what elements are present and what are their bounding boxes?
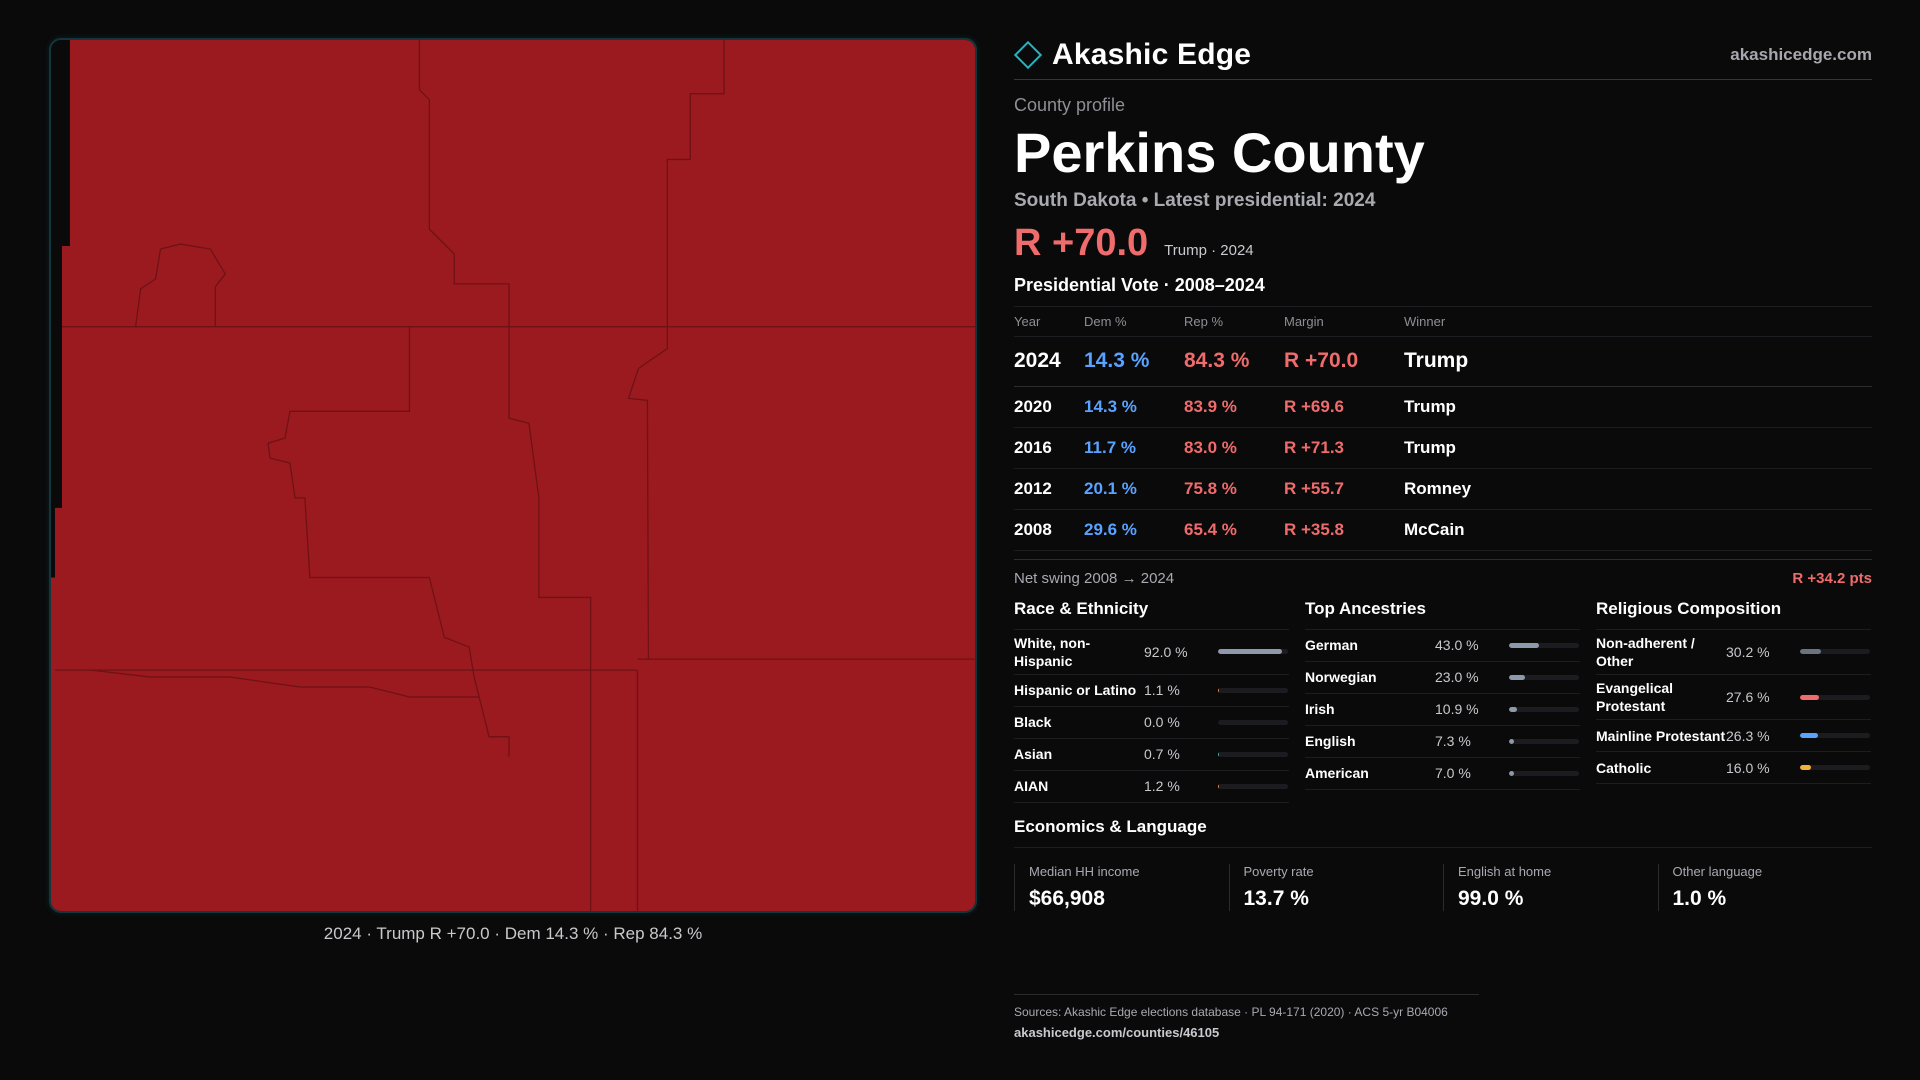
econ-stat (1229, 864, 1444, 911)
stat-value: 0.0 % (1144, 714, 1180, 731)
econ-stat (1014, 864, 1229, 911)
swing-value: R +34.2 pts (1792, 569, 1872, 587)
row-dem: 14.3 % (1084, 386, 1184, 427)
stat-bar (1218, 649, 1288, 654)
table-row (1014, 468, 1872, 509)
footer (1014, 994, 1479, 1040)
col-year: Year (1014, 306, 1084, 336)
row-rep: 83.0 % (1184, 427, 1284, 468)
top-ancestries (1305, 599, 1580, 803)
stat-row (1305, 758, 1580, 790)
stat-bar-fill (1800, 733, 1818, 738)
row-margin: R +71.3 (1284, 427, 1404, 468)
economics-stats (1014, 864, 1872, 911)
row-rep: 84.3 % (1184, 336, 1284, 386)
table-row (1014, 336, 1872, 386)
stat-value: 7.0 % (1435, 765, 1471, 782)
row-margin: R +55.7 (1284, 468, 1404, 509)
stat-value: 0.7 % (1144, 746, 1180, 763)
demographics (1014, 599, 1872, 803)
econ-value: 1.0 % (1672, 886, 1727, 910)
row-winner: Trump (1404, 427, 1872, 468)
stat-label: AIAN (1014, 778, 1049, 795)
row-dem: 20.1 % (1084, 468, 1184, 509)
row-year: 2008 (1014, 509, 1084, 550)
econ-value: $66,908 (1029, 886, 1105, 910)
econ-label: English at home (1458, 863, 1552, 879)
row-dem: 29.6 % (1084, 509, 1184, 550)
table-row (1014, 509, 1872, 550)
page-title: Perkins County (1014, 121, 1425, 184)
stat-bar (1218, 688, 1288, 693)
diamond-outline-icon (1014, 40, 1042, 68)
row-margin: R +35.8 (1284, 509, 1404, 550)
stat-bar (1800, 649, 1870, 654)
margin-note: Trump · 2024 (1164, 241, 1254, 259)
econ-label: Poverty rate (1243, 863, 1314, 879)
swing-label: Net swing 2008 → 2024 (1014, 569, 1175, 587)
latest-margin (1014, 222, 1872, 265)
county-profile-panel (1014, 30, 1872, 911)
stat-row (1596, 675, 1871, 720)
stat-bar (1800, 695, 1870, 700)
col-rep: Rep % (1184, 306, 1284, 336)
col-margin: Margin (1284, 306, 1404, 336)
race-ethnicity (1014, 599, 1289, 803)
stat-value: 16.0 % (1726, 759, 1770, 776)
stat-value: 23.0 % (1435, 669, 1479, 686)
stat-bar (1509, 643, 1579, 648)
county-map[interactable] (49, 38, 977, 913)
row-margin: R +69.6 (1284, 386, 1404, 427)
page-subtitle: South Dakota • Latest presidential: 2024 (1014, 189, 1376, 211)
header (1014, 30, 1872, 80)
stat-bar (1218, 752, 1288, 757)
econ-label: Median HH income (1029, 863, 1140, 879)
row-rep: 65.4 % (1184, 509, 1284, 550)
row-winner: Trump (1404, 336, 1872, 386)
stat-bar (1800, 733, 1870, 738)
religion-title: Religious Composition (1596, 599, 1871, 630)
stat-label: Evangelical Protestant (1596, 679, 1674, 715)
stat-value: 1.2 % (1144, 778, 1180, 795)
stat-value: 92.0 % (1144, 643, 1188, 660)
economics-title: Economics & Language (1014, 817, 1872, 848)
sources: Sources: Akashic Edge elections database · PL 94-171 (2020) · ACS 5-yr B04006 (1014, 1005, 1448, 1019)
table-row (1014, 427, 1872, 468)
econ-value: 99.0 % (1458, 886, 1524, 910)
stat-bar-fill (1800, 649, 1821, 654)
stat-value: 1.1 % (1144, 682, 1180, 699)
row-winner: McCain (1404, 509, 1872, 550)
ancestry-title: Top Ancestries (1305, 599, 1580, 630)
row-year: 2024 (1014, 336, 1084, 386)
stat-bar-fill (1218, 784, 1219, 789)
econ-stat (1658, 864, 1873, 911)
brand[interactable] (1014, 38, 1251, 72)
stat-bar (1509, 771, 1579, 776)
race-title: Race & Ethnicity (1014, 599, 1289, 630)
stat-bar-fill (1509, 771, 1514, 776)
econ-stat (1443, 864, 1658, 911)
stat-label: Norwegian (1305, 669, 1377, 685)
stat-value: 26.3 % (1726, 727, 1770, 744)
stat-bar-fill (1218, 688, 1219, 693)
stat-bar (1800, 765, 1870, 770)
stat-row (1014, 675, 1289, 707)
votes-title: Presidential Vote · 2008–2024 (1014, 274, 1265, 295)
votes-table (1014, 306, 1872, 551)
stat-row (1596, 752, 1871, 784)
stat-row (1596, 720, 1871, 752)
stat-row (1014, 630, 1289, 675)
stat-label: Catholic (1596, 759, 1652, 776)
stat-row (1014, 771, 1289, 803)
stat-label: Mainline Protestant (1596, 727, 1726, 744)
table-row (1014, 386, 1872, 427)
county-url[interactable]: akashicedge.com/counties/46105 (1014, 1025, 1220, 1040)
stat-row (1305, 726, 1580, 758)
col-winner: Winner (1404, 306, 1872, 336)
stat-label: White, non-Hispanic (1014, 634, 1091, 669)
row-rep: 83.9 % (1184, 386, 1284, 427)
site-link[interactable]: akashicedge.com (1730, 44, 1872, 64)
stat-label: Hispanic or Latino (1014, 682, 1137, 699)
stat-bar (1509, 707, 1579, 712)
stat-row (1014, 739, 1289, 771)
stat-label: German (1305, 637, 1358, 653)
stat-label: Asian (1014, 746, 1053, 763)
stat-bar (1218, 720, 1288, 725)
stat-bar-fill (1509, 675, 1525, 680)
stat-bar-fill (1800, 765, 1811, 770)
stat-value: 10.9 % (1435, 701, 1479, 718)
row-rep: 75.8 % (1184, 468, 1284, 509)
county-shape[interactable] (51, 40, 975, 911)
row-margin: R +70.0 (1284, 336, 1404, 386)
row-year: 2012 (1014, 468, 1084, 509)
stat-bar (1509, 739, 1579, 744)
stat-value: 30.2 % (1726, 643, 1770, 660)
race-list (1014, 630, 1289, 803)
stat-label: English (1305, 733, 1356, 749)
margin-value: R +70.0 (1014, 221, 1149, 264)
stat-label: Non-adherent / Other (1596, 634, 1695, 669)
stat-bar-fill (1509, 739, 1514, 744)
stat-bar-fill (1218, 752, 1219, 757)
stat-row (1014, 707, 1289, 739)
religion-list (1596, 630, 1871, 785)
map-caption: 2024 · Trump R +70.0 · Dem 14.3 % · Rep 84.3 % (323, 924, 703, 943)
econ-label: Other language (1672, 863, 1763, 879)
stat-row (1305, 694, 1580, 726)
stat-bar-fill (1800, 695, 1819, 700)
col-dem: Dem % (1084, 306, 1184, 336)
row-winner: Trump (1404, 386, 1872, 427)
row-dem: 11.7 % (1084, 427, 1184, 468)
stat-label: Black (1014, 714, 1052, 731)
row-year: 2016 (1014, 427, 1084, 468)
eyebrow: County profile (1014, 95, 1126, 115)
row-dem: 14.3 % (1084, 336, 1184, 386)
votes-header-row (1014, 306, 1872, 336)
stat-value: 43.0 % (1435, 637, 1479, 654)
stat-row (1305, 662, 1580, 694)
brand-name: Akashic Edge (1052, 37, 1252, 71)
stat-row (1596, 630, 1871, 675)
row-year: 2020 (1014, 386, 1084, 427)
religious-composition (1596, 599, 1871, 803)
econ-value: 13.7 % (1243, 886, 1309, 910)
stat-label: Irish (1305, 701, 1335, 717)
stat-bar-fill (1218, 649, 1282, 654)
stat-value: 7.3 % (1435, 733, 1471, 750)
county-map-svg (51, 40, 975, 911)
row-winner: Romney (1404, 468, 1872, 509)
stat-bar (1218, 784, 1288, 789)
stat-row (1305, 630, 1580, 662)
stat-bar (1509, 675, 1579, 680)
ancestry-list (1305, 630, 1580, 790)
stat-value: 27.6 % (1726, 689, 1770, 706)
stat-label: American (1305, 765, 1369, 781)
stat-bar-fill (1509, 707, 1517, 712)
net-swing (1014, 559, 1872, 587)
stat-bar-fill (1509, 643, 1539, 648)
